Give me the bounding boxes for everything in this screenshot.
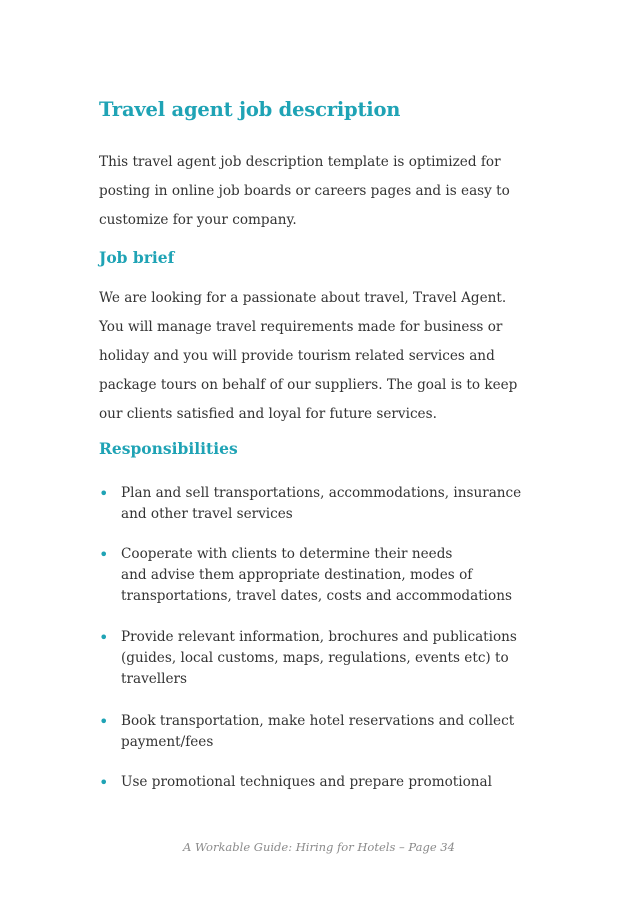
intro-paragraph <box>99 148 510 235</box>
list-item-line: travellers <box>121 671 188 687</box>
intro-line: customize for your company. <box>99 212 297 228</box>
list-item-line: Cooperate with clients to determine their needs <box>121 546 453 562</box>
job-brief-line: We are looking for a passionate about travel, Travel Agent. <box>99 290 507 306</box>
bullet-icon: • <box>99 628 109 647</box>
job-brief-line: You will manage travel requirements made for business or <box>99 319 503 335</box>
job-brief-paragraph <box>99 284 517 429</box>
job-brief-heading: Job brief <box>99 248 175 267</box>
list-item-line: Book transportation, make hotel reservations and collect <box>121 713 515 729</box>
page-footer: A Workable Guide: Hiring for Hotels – Page 34 <box>183 840 455 854</box>
bullet-icon: • <box>99 712 109 731</box>
list-item-text <box>121 483 521 525</box>
list-item-line: Use promotional techniques and prepare promotional <box>121 774 493 790</box>
list-item-line: transportations, travel dates, costs and accommodations <box>121 588 512 604</box>
bullet-icon: • <box>99 773 109 792</box>
list-item-text <box>121 772 492 793</box>
list-item-line: and advise them appropriate destination, modes of <box>121 567 473 583</box>
list-item-line: (guides, local customs, maps, regulations, events etc) to <box>121 650 509 666</box>
job-brief-line: holiday and you will provide tourism related services and <box>99 348 495 364</box>
intro-line: posting in online job boards or careers pages and is easy to <box>99 183 510 199</box>
list-item-text <box>121 544 512 607</box>
list-item-text <box>121 711 514 753</box>
list-item-text <box>121 627 517 690</box>
responsibilities-heading: Responsibilities <box>99 439 238 458</box>
intro-line: This travel agent job description template is optimized for <box>99 154 501 170</box>
job-brief-line: package tours on behalf of our suppliers. The goal is to keep <box>99 377 518 393</box>
list-item-line: payment/fees <box>121 734 214 750</box>
document-title: Travel agent job description <box>99 98 401 121</box>
bullet-icon: • <box>99 484 109 503</box>
list-item-line: and other travel services <box>121 506 293 522</box>
job-brief-line: our clients satisfied and loyal for future services. <box>99 406 437 422</box>
list-item-line: Plan and sell transportations, accommodations, insurance <box>121 485 522 501</box>
bullet-icon: • <box>99 545 109 564</box>
list-item-line: Provide relevant information, brochures and publications <box>121 629 517 645</box>
